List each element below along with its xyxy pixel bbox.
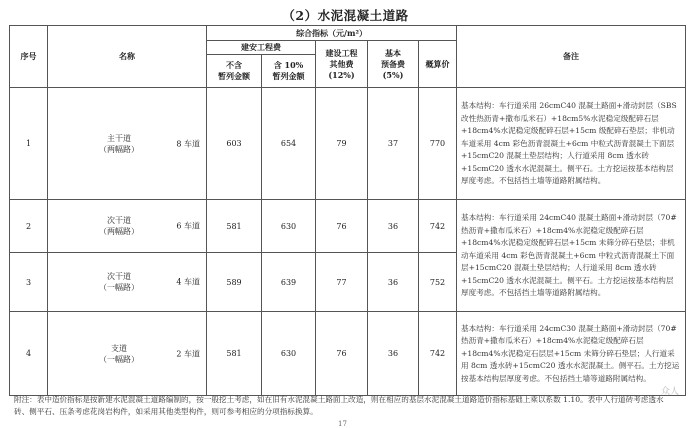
row-remark: 基本结构：车行道采用 24cmC40 混凝土路面+滑动封层（70#热沥青+撒布瓜米石）+18cm4%水泥稳定级配碎石层+18cm4%水泥稳定级配碎石层+15cm 未筛分碎石垫层；非机动车道采用 4cm 彩色沥青混凝土+6cm 中粒式沥青混凝土下面层+15cmC20 混凝土垫层结构；人行道采用 8cm 透水砖+15cmC20 透水水泥混凝土。侧平石。土方挖运按基本结构层厚度考虑。不包括挡土墙等道路附属结构。 [457,200,686,312]
row-road-type: 次干道 （两幅路） 6 车道 [48,200,207,253]
row-other: 76 [316,312,368,396]
row-reserve: 36 [368,200,419,253]
row-other: 76 [316,200,368,253]
header-incl-provisional: 含 10% 暂列金额 [262,55,316,88]
row-excl: 589 [207,253,262,312]
header-other-fee: 建设工程 其他费 (12%) [316,41,368,88]
row-remark: 基本结构：车行道采用 24cmC30 混凝土路面+滑动封层（70#热沥青+撒布瓜米石）+18cm4%水泥稳定级配碎石层+18cm4%水泥稳定石层层+15cm 未筛分碎石垫层；人行道采用 8cm 透水砖+15cmC20 透水水泥混凝土。侧平石。土方挖运按基本结构层厚度考虑。不包括挡土墙等道路附属结构。 [457,312,686,396]
header-name: 名称 [48,26,207,88]
table-row [10,88,686,200]
row-reserve: 36 [368,312,419,396]
table-row [10,312,686,396]
page-number: 17 [338,420,347,428]
row-incl: 639 [262,253,316,312]
watermark: 众人 [660,387,679,397]
row-lanes: 8 车道 [176,139,200,148]
row-lanes: 4 车道 [176,277,200,287]
cost-index-table [9,25,686,396]
row-road-type: 支道 （一幅路） 2 车道 [48,312,207,396]
row-incl: 630 [262,200,316,253]
page-title: （2）水泥混凝土道路 [282,8,409,23]
row-other: 79 [316,88,368,200]
row-remark: 基本结构：车行道采用 26cmC40 混凝土路面+滑动封层（SBS 改性热沥青+撒布瓜米石）+18cm5%水泥稳定级配碎石层+18cm4%水泥稳定级配碎石层+15cm 级配碎石垫层；非机动车道采用 4cm 彩色沥青混凝土+6cm 中粒式沥青混凝土下面层+15cmC20 混凝土垫层结构；人行道采用 8cm 透水砖+15cmC20 透水水泥混凝土。侧平石。土方挖运按基本结构层厚度考虑。不包括挡土墙等道路附属结构。 [457,88,686,200]
row-other: 77 [316,253,368,312]
header-estimate: 概算价 [419,41,457,88]
row-excl: 581 [207,200,262,253]
header-group: 综合指标（元/m²） [207,26,457,41]
header-build-cost: 建安工程费 [207,41,316,55]
header-remark: 备注 [457,26,686,88]
row-reserve: 37 [368,88,419,200]
row-estimate: 752 [419,253,457,312]
row-excl: 603 [207,88,262,200]
row-incl: 654 [262,88,316,200]
header-excl-provisional: 不含 暂列金额 [207,55,262,88]
row-estimate: 742 [419,200,457,253]
row-road-type: 主干道 （两幅路） 8 车道 [48,88,207,200]
row-road-type: 次干道 （一幅路） 4 车道 [48,253,207,312]
row-lanes: 6 车道 [176,221,200,231]
row-excl: 581 [207,312,262,396]
table-row [10,200,686,253]
row-estimate: 770 [419,88,457,200]
row-seq: 2 [10,200,48,253]
row-incl: 630 [262,312,316,396]
row-reserve: 36 [368,253,419,312]
row-lanes: 2 车道 [176,349,200,358]
row-seq: 1 [10,88,48,200]
row-seq: 3 [10,253,48,312]
row-seq: 4 [10,312,48,396]
table-footnote: 附注：表中造价指标是按新建水泥混凝土道路编制的，按一般挖土考虑，如在旧有水泥混凝土路面上改造，则在相应的基层水泥混凝土道路造价指标基础上乘以系数 1.10。表中人行道砖考虑透水砖、侧平石、压条考虑花岗岩构件，如采用其他类型构件，则可参考相应的分项指标换算。 [14,395,664,416]
row-estimate: 742 [419,312,457,396]
header-reserve-fee: 基本 预备费 (5%) [368,41,419,88]
header-seq: 序号 [10,26,48,88]
